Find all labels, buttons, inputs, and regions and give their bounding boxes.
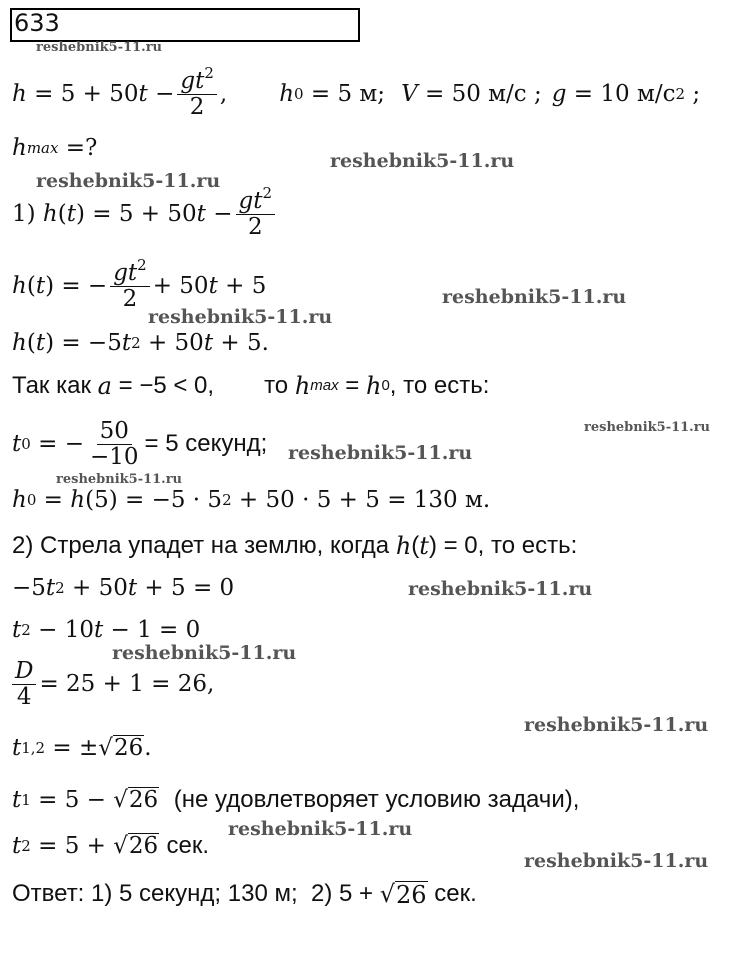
- step2-line: 2) Стрела упадет на землю, когда h ( t ) = 0 , то есть:: [12, 532, 578, 560]
- step2-end: , то есть:: [477, 532, 578, 559]
- given-v: 50 м/с ;: [451, 81, 542, 107]
- watermark: reshebnik5-11.ru: [228, 818, 413, 840]
- answer-line: [12, 876, 477, 912]
- step2-text: 2) Стрела упадет на землю, когда: [12, 532, 390, 559]
- watermark: reshebnik5-11.ru: [288, 442, 473, 464]
- watermark: reshebnik5-11.ru: [36, 40, 163, 55]
- reduced-equation-line: t 2 − 10 t − 1 = 0: [12, 617, 201, 643]
- problem-number-box: [10, 8, 360, 42]
- max-height-result: = 130 м.: [387, 487, 491, 513]
- root1-note: (не удовлетворяет условию задачи),: [173, 786, 580, 813]
- answer-part1: Ответ: 1) 5 секунд; 130 м;: [12, 880, 298, 907]
- step1-label: 1): [12, 201, 36, 227]
- fraction: $\frac{gt^2}{2}$: [110, 261, 150, 310]
- condition-then: то: [264, 372, 289, 399]
- answer-unit: сек.: [434, 880, 477, 907]
- max-height-line: h 0 = h (5) = −5 · 5 2 + 50 · 5 + 5 = 130 м.: [12, 487, 491, 513]
- root2-line: t 2 = 5 + √ 26 сек.: [12, 832, 209, 860]
- question-mark: =?: [65, 135, 98, 161]
- sqrt: √ 26: [113, 832, 159, 860]
- equation-line: −5 t 2 + 50 t + 5 = 0: [12, 575, 235, 601]
- fraction: $\frac{gt^2}{2}$: [177, 69, 217, 118]
- sqrt: √ 26: [98, 734, 144, 762]
- watermark: reshebnik5-11.ru: [330, 150, 515, 172]
- watermark: reshebnik5-11.ru: [584, 420, 711, 435]
- root2-unit: сек.: [166, 832, 209, 859]
- sqrt: √ 26: [379, 880, 427, 909]
- fraction: $\frac{D}{4}$: [12, 659, 36, 708]
- condition-text: Так как: [12, 372, 91, 399]
- root1-line: t 1 = 5 − √ 26 (не удовлетворяет условию задачи),: [12, 786, 580, 814]
- watermark: reshebnik5-11.ru: [442, 286, 627, 308]
- vertex-seconds: = 5 секунд;: [144, 430, 268, 457]
- given-h0: 5 м;: [337, 81, 386, 107]
- given-g: 10 м/с: [600, 81, 676, 107]
- watermark: reshebnik5-11.ru: [112, 642, 297, 664]
- watermark: reshebnik5-11.ru: [36, 170, 221, 192]
- rearranged-line: h ( t ) = − $\frac{gt^2}{2}$ + 50 t + 5: [12, 256, 267, 312]
- discriminant-line: $\frac{D}{4}$ = 25 + 1 = 26,: [12, 666, 214, 702]
- problem-number: 633: [14, 9, 60, 37]
- watermark: reshebnik5-11.ru: [148, 306, 333, 328]
- answer-part2: 2) 5 +: [310, 880, 374, 907]
- fraction: $\frac{50}{-10}$: [89, 418, 139, 470]
- sqrt: √ 26: [113, 786, 159, 814]
- fraction: $\frac{gt^2}{2}$: [236, 189, 276, 238]
- condition-end: , то есть:: [389, 372, 490, 399]
- watermark: reshebnik5-11.ru: [524, 714, 709, 736]
- roots-line: t 1,2 = ± √ 26 .: [12, 734, 152, 762]
- substituted-line: h ( t ) = −5 t 2 + 50 t + 5.: [12, 330, 269, 356]
- watermark: reshebnik5-11.ru: [56, 472, 183, 487]
- watermark: reshebnik5-11.ru: [408, 578, 593, 600]
- step1-line: 1) h ( t ) = 5 + 50 t − $\frac{gt^2}{2}$: [12, 196, 278, 232]
- condition-line: Так как a = −5 < 0, то h max = h 0 , то есть:: [12, 372, 490, 400]
- given-line: h = 5 + 50 t − $\frac{gt^2}{2}$ , h 0 = 5 м; V = 50 м/с ; g = 10 м/с 2 ;: [12, 64, 701, 120]
- vertex-time-line: t 0 = − $\frac{50}{-10}$ = 5 секунд;: [12, 418, 268, 470]
- question-line: h max =?: [12, 135, 98, 161]
- watermark: reshebnik5-11.ru: [524, 850, 709, 872]
